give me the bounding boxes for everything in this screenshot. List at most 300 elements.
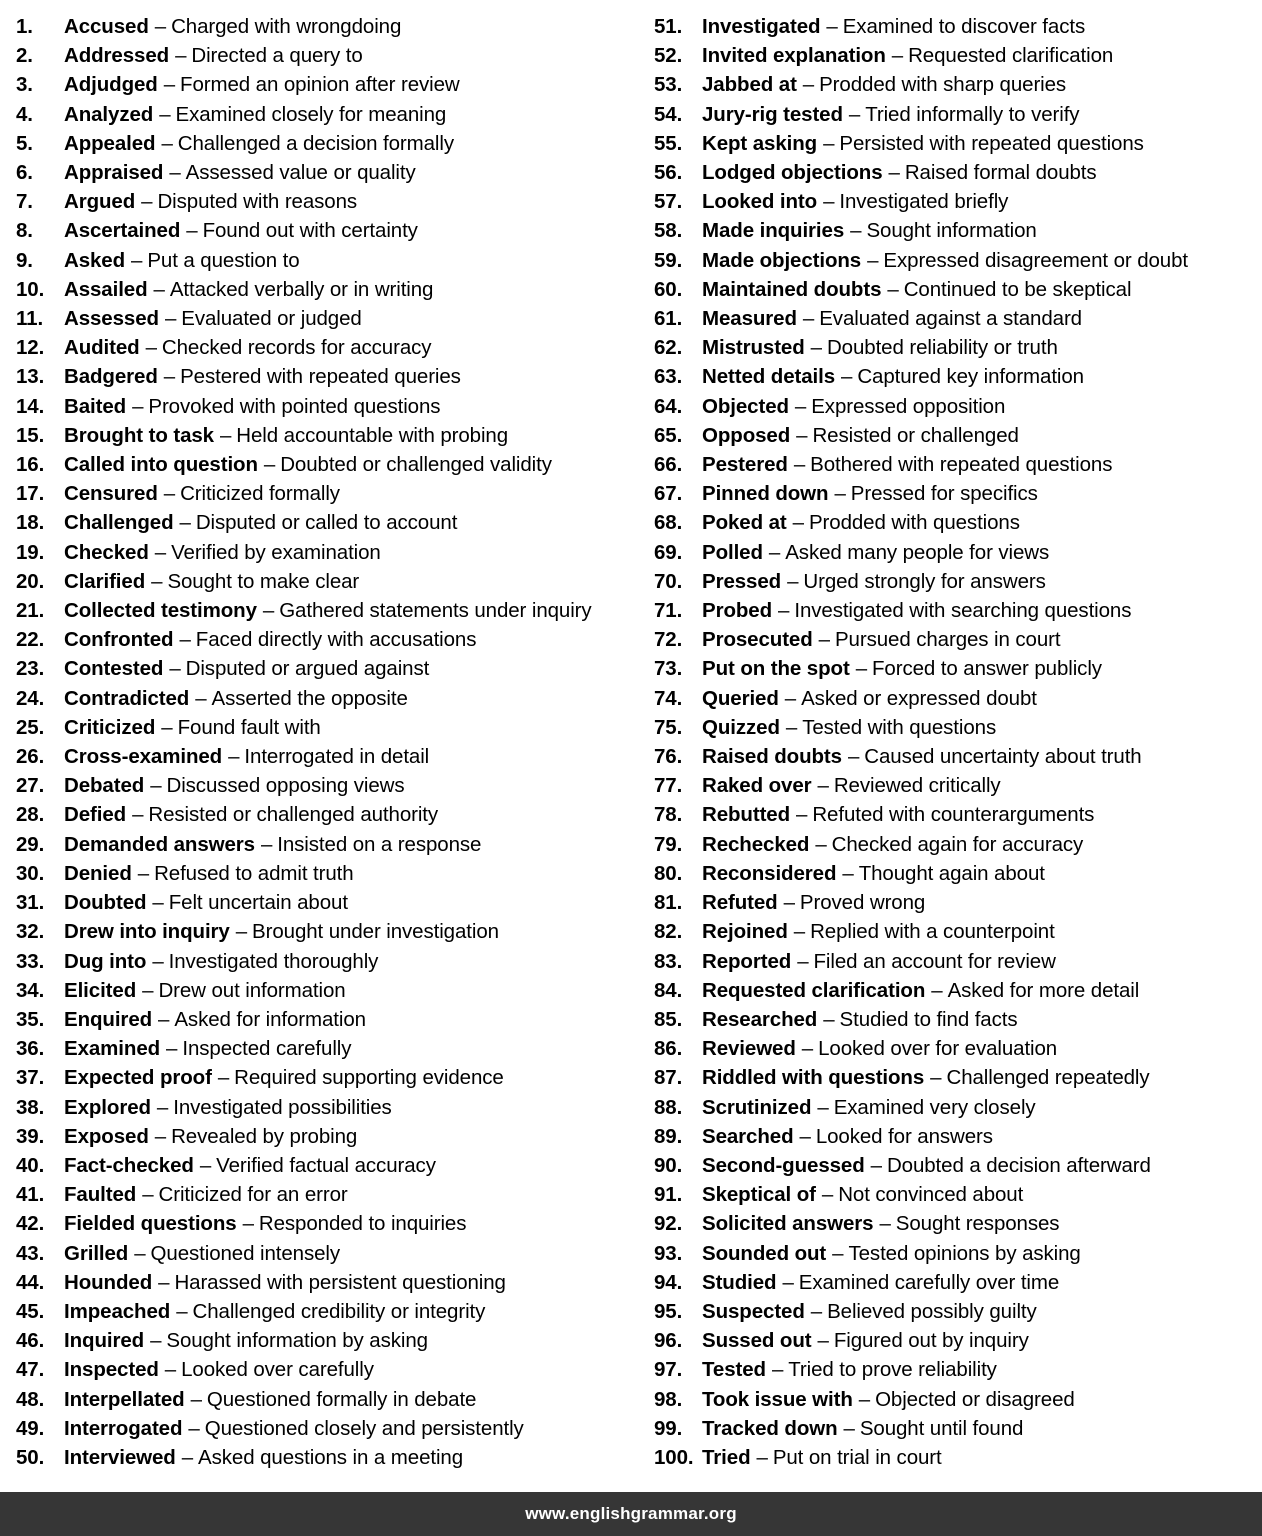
list-item: [654, 479, 1262, 508]
item-separator-dash: –: [151, 569, 163, 593]
list-item: [654, 713, 1262, 742]
item-term: Interrogated: [64, 1416, 183, 1440]
item-number: 61.: [654, 307, 683, 331]
item-number: 33.: [16, 949, 45, 973]
item-separator-dash: –: [181, 1445, 194, 1469]
item-definition: Verified by examination: [171, 540, 381, 564]
item-term: Examined: [64, 1037, 161, 1061]
item-term: Cross-examined: [64, 745, 223, 769]
item-definition: Examined very closely: [833, 1095, 1036, 1119]
list-item: [16, 976, 650, 1005]
item-separator-dash: –: [756, 1445, 768, 1469]
item-term: Asked: [64, 248, 126, 272]
item-separator-dash: –: [784, 686, 797, 710]
item-term: Studied: [702, 1270, 777, 1294]
item-separator-dash: –: [262, 599, 275, 623]
item-definition: Thought again about: [858, 861, 1045, 885]
item-term: Put on the spot: [702, 657, 850, 681]
item-separator-dash: –: [848, 102, 861, 126]
item-number: 17.: [16, 482, 45, 506]
item-number: 38.: [16, 1095, 45, 1119]
item-definition: Insisted on a response: [277, 832, 482, 856]
item-definition: Doubted a decision afterward: [886, 1153, 1151, 1177]
item-separator-dash: –: [195, 686, 207, 710]
item-definition: Evaluated or judged: [181, 307, 362, 331]
item-definition: Questioned closely and persistently: [204, 1416, 524, 1440]
item-separator-dash: –: [842, 861, 854, 885]
item-number: 63.: [654, 365, 683, 389]
item-definition: Refused to admit truth: [154, 861, 354, 885]
item-separator-dash: –: [810, 336, 822, 360]
item-number: 79.: [654, 832, 683, 856]
item-definition: Continued to be skeptical: [903, 277, 1132, 301]
item-number: 67.: [654, 482, 683, 506]
list-item: [16, 596, 650, 625]
item-definition: Caused uncertainty about truth: [864, 745, 1142, 769]
item-number: 75.: [654, 715, 683, 739]
list-item: [654, 246, 1262, 275]
item-term: Debated: [64, 774, 145, 798]
item-term: Investigated: [702, 15, 821, 38]
item-number: 49.: [16, 1416, 45, 1440]
item-definition: Criticized formally: [180, 482, 340, 506]
list-item: [16, 888, 650, 917]
item-definition: Tried informally to verify: [865, 102, 1080, 126]
list-item: [654, 1443, 1262, 1472]
item-term: Fact-checked: [64, 1153, 194, 1177]
item-number: 41.: [16, 1183, 45, 1207]
item-term: Prosecuted: [702, 628, 813, 652]
item-number: 22.: [16, 628, 45, 652]
item-separator-dash: –: [153, 277, 165, 301]
item-definition: Captured key information: [857, 365, 1084, 389]
item-separator-dash: –: [169, 161, 181, 185]
item-definition: Looked over carefully: [181, 1358, 374, 1382]
item-number: 48.: [16, 1387, 45, 1411]
item-definition: Expressed opposition: [811, 394, 1006, 418]
item-separator-dash: –: [797, 949, 809, 973]
item-number: 65.: [654, 423, 683, 447]
item-separator-dash: –: [787, 569, 799, 593]
item-separator-dash: –: [782, 1270, 794, 1294]
item-number: 99.: [654, 1416, 683, 1440]
item-term: Accused: [64, 15, 149, 38]
item-term: Ascertained: [64, 219, 181, 243]
item-term: Defied: [64, 803, 127, 827]
item-definition: Questioned intensely: [150, 1241, 341, 1265]
item-definition: Assessed value or quality: [185, 161, 416, 185]
item-separator-dash: –: [817, 774, 829, 798]
word-list-left: [16, 12, 650, 1472]
list-item: [16, 917, 650, 946]
item-definition: Sought information by asking: [166, 1329, 428, 1353]
item-separator-dash: –: [930, 1066, 942, 1090]
list-item: [16, 479, 650, 508]
item-term: Addressed: [64, 44, 170, 68]
item-number: 10.: [16, 277, 45, 301]
list-item: [654, 392, 1262, 421]
item-term: Expected proof: [64, 1066, 212, 1090]
item-definition: Challenged a decision formally: [177, 131, 454, 155]
item-number: 40.: [16, 1153, 45, 1177]
item-separator-dash: –: [179, 628, 191, 652]
list-item: [16, 129, 650, 158]
item-number: 90.: [654, 1153, 683, 1177]
item-definition: Faced directly with accusations: [195, 628, 477, 652]
item-term: Demanded answers: [64, 832, 255, 856]
item-number: 68.: [654, 511, 683, 535]
item-definition: Felt uncertain about: [168, 891, 348, 915]
item-separator-dash: –: [164, 307, 177, 331]
item-term: Made objections: [702, 248, 862, 272]
item-number: 83.: [654, 949, 683, 973]
list-item: [654, 1034, 1262, 1063]
item-term: Rechecked: [702, 832, 810, 856]
list-item: [16, 421, 650, 450]
list-item: [16, 742, 650, 771]
list-item: [654, 1326, 1262, 1355]
item-definition: Challenged repeatedly: [946, 1066, 1150, 1090]
list-item: [16, 800, 650, 829]
item-number: 42.: [16, 1212, 45, 1236]
item-term: Second-guessed: [702, 1153, 865, 1177]
item-definition: Sought to make clear: [167, 569, 360, 593]
right-column: [650, 12, 1262, 1472]
item-term: Made inquiries: [702, 219, 845, 243]
item-definition: Asked many people for views: [785, 540, 1050, 564]
item-term: Pressed: [702, 569, 782, 593]
item-number: 23.: [16, 657, 45, 681]
item-definition: Pestered with repeated queries: [180, 365, 461, 389]
item-term: Confronted: [64, 628, 174, 652]
item-term: Badgered: [64, 365, 158, 389]
item-number: 3.: [16, 73, 33, 97]
item-term: Riddled with questions: [702, 1066, 925, 1090]
item-number: 21.: [16, 599, 45, 623]
item-number: 81.: [654, 891, 683, 915]
item-number: 8.: [16, 219, 33, 243]
item-separator-dash: –: [823, 131, 835, 155]
list-item: [16, 1268, 650, 1297]
item-definition: Objected or disagreed: [875, 1387, 1075, 1411]
item-term: Sounded out: [702, 1241, 827, 1265]
item-definition: Refuted with counterarguments: [812, 803, 1095, 827]
item-number: 35.: [16, 1007, 45, 1031]
item-separator-dash: –: [235, 920, 248, 944]
item-term: Collected testimony: [64, 599, 257, 623]
list-item: [654, 742, 1262, 771]
item-term: Netted details: [702, 365, 836, 389]
list-item: [16, 538, 650, 567]
item-definition: Pursued charges in court: [834, 628, 1061, 652]
item-definition: Reviewed critically: [833, 774, 1001, 798]
item-definition: Examined to discover facts: [842, 15, 1086, 38]
item-term: Argued: [64, 190, 136, 214]
item-definition: Interrogated in detail: [244, 745, 430, 769]
list-item: [654, 830, 1262, 859]
list-item: [654, 362, 1262, 391]
list-item: [16, 216, 650, 245]
item-term: Rebutted: [702, 803, 791, 827]
item-definition: Investigated with searching questions: [794, 599, 1132, 623]
item-term: Contested: [64, 657, 164, 681]
item-definition: Forced to answer publicly: [872, 657, 1102, 681]
list-item: [16, 1093, 650, 1122]
item-number: 27.: [16, 774, 45, 798]
item-number: 74.: [654, 686, 683, 710]
list-item: [654, 1093, 1262, 1122]
item-term: Jabbed at: [702, 73, 797, 97]
list-item: [654, 1297, 1262, 1326]
item-separator-dash: –: [801, 1037, 814, 1061]
list-item: [16, 304, 650, 333]
list-item: [654, 1063, 1262, 1092]
list-item: [654, 1355, 1262, 1384]
item-term: Exposed: [64, 1124, 149, 1148]
item-definition: Pressed for specifics: [850, 482, 1038, 506]
item-number: 6.: [16, 161, 33, 185]
list-item: [16, 1063, 650, 1092]
list-item: [16, 333, 650, 362]
list-item: [654, 625, 1262, 654]
item-definition: Sought responses: [895, 1212, 1060, 1236]
item-separator-dash: –: [794, 394, 807, 418]
item-definition: Filed an account for review: [813, 949, 1056, 973]
item-separator-dash: –: [158, 1270, 170, 1294]
item-term: Requested clarification: [702, 978, 926, 1002]
list-item: [654, 70, 1262, 99]
list-item: [654, 158, 1262, 187]
item-separator-dash: –: [799, 1124, 811, 1148]
item-definition: Put a question to: [147, 248, 300, 272]
item-number: 7.: [16, 190, 33, 214]
item-term: Reviewed: [702, 1037, 796, 1061]
item-definition: Required supporting evidence: [234, 1066, 504, 1090]
item-definition: Expressed disagreement or doubt: [883, 248, 1189, 272]
item-definition: Examined closely for meaning: [175, 102, 447, 126]
item-definition: Asserted the opposite: [211, 686, 408, 710]
list-item: [654, 1180, 1262, 1209]
item-term: Drew into inquiry: [64, 920, 230, 944]
item-definition: Asked for information: [174, 1007, 366, 1031]
item-term: Raked over: [702, 774, 812, 798]
item-separator-dash: –: [163, 365, 176, 389]
item-separator-dash: –: [826, 15, 838, 38]
item-number: 72.: [654, 628, 683, 652]
item-number: 73.: [654, 657, 683, 681]
item-separator-dash: –: [841, 365, 853, 389]
item-separator-dash: –: [150, 1329, 162, 1353]
item-number: 57.: [654, 190, 683, 214]
item-definition: Disputed with reasons: [157, 190, 358, 214]
item-definition: Brought under investigation: [252, 920, 499, 944]
item-separator-dash: –: [137, 861, 150, 885]
item-number: 97.: [654, 1358, 683, 1382]
item-definition: Investigated possibilities: [173, 1095, 392, 1119]
item-number: 55.: [654, 131, 683, 155]
item-separator-dash: –: [166, 1037, 178, 1061]
item-term: Grilled: [64, 1241, 129, 1265]
list-item: [16, 830, 650, 859]
list-item: [654, 567, 1262, 596]
item-separator-dash: –: [817, 1329, 829, 1353]
item-definition: Tested opinions by asking: [848, 1241, 1081, 1265]
item-term: Sussed out: [702, 1329, 812, 1353]
item-number: 34.: [16, 978, 45, 1002]
item-number: 1.: [16, 15, 33, 38]
item-number: 54.: [654, 102, 683, 126]
list-item: [16, 158, 650, 187]
item-term: Objected: [702, 394, 789, 418]
list-item: [654, 1005, 1262, 1034]
list-item: [16, 362, 650, 391]
item-definition: Resisted or challenged authority: [148, 803, 439, 827]
item-definition: Attacked verbally or in writing: [169, 277, 434, 301]
item-separator-dash: –: [161, 131, 173, 155]
item-term: Mistrusted: [702, 336, 805, 360]
item-separator-dash: –: [263, 453, 276, 477]
item-term: Baited: [64, 394, 127, 418]
item-number: 4.: [16, 102, 33, 126]
item-term: Researched: [702, 1007, 818, 1031]
list-item: [16, 1297, 650, 1326]
list-item: [654, 947, 1262, 976]
item-separator-dash: –: [169, 657, 181, 681]
item-term: Elicited: [64, 978, 137, 1002]
item-definition: Directed a query to: [191, 44, 363, 68]
item-separator-dash: –: [802, 307, 815, 331]
list-item: [654, 654, 1262, 683]
item-number: 66.: [654, 453, 683, 477]
item-number: 87.: [654, 1066, 683, 1090]
list-item: [654, 275, 1262, 304]
item-term: Denied: [64, 861, 132, 885]
item-number: 29.: [16, 832, 45, 856]
item-definition: Examined carefully over time: [798, 1270, 1060, 1294]
item-separator-dash: –: [154, 540, 167, 564]
item-separator-dash: –: [891, 44, 904, 68]
item-definition: Bothered with repeated questions: [810, 453, 1113, 477]
item-separator-dash: –: [199, 1153, 212, 1177]
item-number: 96.: [654, 1329, 683, 1353]
item-separator-dash: –: [217, 1066, 230, 1090]
item-term: Maintained doubts: [702, 277, 882, 301]
item-definition: Persisted with repeated questions: [839, 131, 1144, 155]
item-number: 37.: [16, 1066, 45, 1090]
item-definition: Verified factual accuracy: [216, 1153, 436, 1177]
item-term: Invited explanation: [702, 44, 886, 68]
item-separator-dash: –: [768, 540, 781, 564]
left-column: [0, 12, 650, 1472]
list-item: [16, 1209, 650, 1238]
item-definition: Requested clarification: [908, 44, 1114, 68]
item-separator-dash: –: [176, 1299, 188, 1323]
list-item: [16, 450, 650, 479]
item-separator-dash: –: [931, 978, 943, 1002]
item-separator-dash: –: [175, 44, 187, 68]
item-term: Inquired: [64, 1329, 145, 1353]
item-number: 2.: [16, 44, 33, 68]
item-number: 91.: [654, 1183, 683, 1207]
item-term: Audited: [64, 336, 140, 360]
list-item: [654, 421, 1262, 450]
item-separator-dash: –: [821, 1183, 834, 1207]
item-definition: Tested with questions: [802, 715, 997, 739]
item-separator-dash: –: [228, 745, 240, 769]
list-item: [16, 713, 650, 742]
item-definition: Not convinced about: [838, 1183, 1024, 1207]
item-term: Brought to task: [64, 423, 214, 447]
item-definition: Gathered statements under inquiry: [279, 599, 592, 623]
list-item: [654, 917, 1262, 946]
item-separator-dash: –: [858, 1387, 871, 1411]
item-definition: Urged strongly for answers: [803, 569, 1046, 593]
list-item: [16, 392, 650, 421]
item-number: 85.: [654, 1007, 683, 1031]
item-number: 82.: [654, 920, 683, 944]
item-number: 95.: [654, 1299, 683, 1323]
item-separator-dash: –: [834, 482, 846, 506]
item-term: Queried: [702, 686, 779, 710]
item-number: 46.: [16, 1329, 45, 1353]
item-number: 44.: [16, 1270, 45, 1294]
item-definition: Figured out by inquiry: [833, 1329, 1029, 1353]
site-url: www.englishgrammar.org: [525, 1504, 737, 1523]
item-number: 16.: [16, 453, 45, 477]
item-separator-dash: –: [887, 277, 899, 301]
item-definition: Proved wrong: [799, 891, 926, 915]
item-separator-dash: –: [810, 1299, 823, 1323]
item-definition: Charged with wrongdoing: [171, 15, 402, 38]
item-term: Searched: [702, 1124, 794, 1148]
item-number: 20.: [16, 569, 45, 593]
item-definition: Checked records for accuracy: [161, 336, 432, 360]
list-item: [654, 1239, 1262, 1268]
list-item: [654, 1414, 1262, 1443]
item-separator-dash: –: [154, 15, 167, 38]
item-definition: Sought information: [866, 219, 1037, 243]
item-separator-dash: –: [156, 1095, 169, 1119]
item-separator-dash: –: [158, 1007, 170, 1031]
item-term: Criticized: [64, 715, 156, 739]
item-term: Clarified: [64, 569, 146, 593]
list-item: [654, 41, 1262, 70]
list-item: [654, 304, 1262, 333]
item-definition: Doubted or challenged validity: [280, 453, 552, 477]
item-term: Dug into: [64, 949, 147, 973]
item-separator-dash: –: [802, 73, 815, 97]
item-number: 100.: [654, 1445, 694, 1469]
item-definition: Questioned formally in debate: [206, 1387, 477, 1411]
list-item: [654, 216, 1262, 245]
item-number: 92.: [654, 1212, 683, 1236]
item-number: 88.: [654, 1095, 683, 1119]
item-term: Contradicted: [64, 686, 190, 710]
list-item: [16, 859, 650, 888]
item-term: Refuted: [702, 891, 778, 915]
list-item: [16, 1326, 650, 1355]
list-item: [654, 508, 1262, 537]
item-number: 70.: [654, 569, 683, 593]
list-item: [16, 508, 650, 537]
list-item: [654, 859, 1262, 888]
item-number: 52.: [654, 44, 683, 68]
item-term: Polled: [702, 540, 763, 564]
item-separator-dash: –: [152, 891, 164, 915]
list-item: [16, 654, 650, 683]
item-number: 71.: [654, 599, 683, 623]
item-number: 59.: [654, 248, 683, 272]
